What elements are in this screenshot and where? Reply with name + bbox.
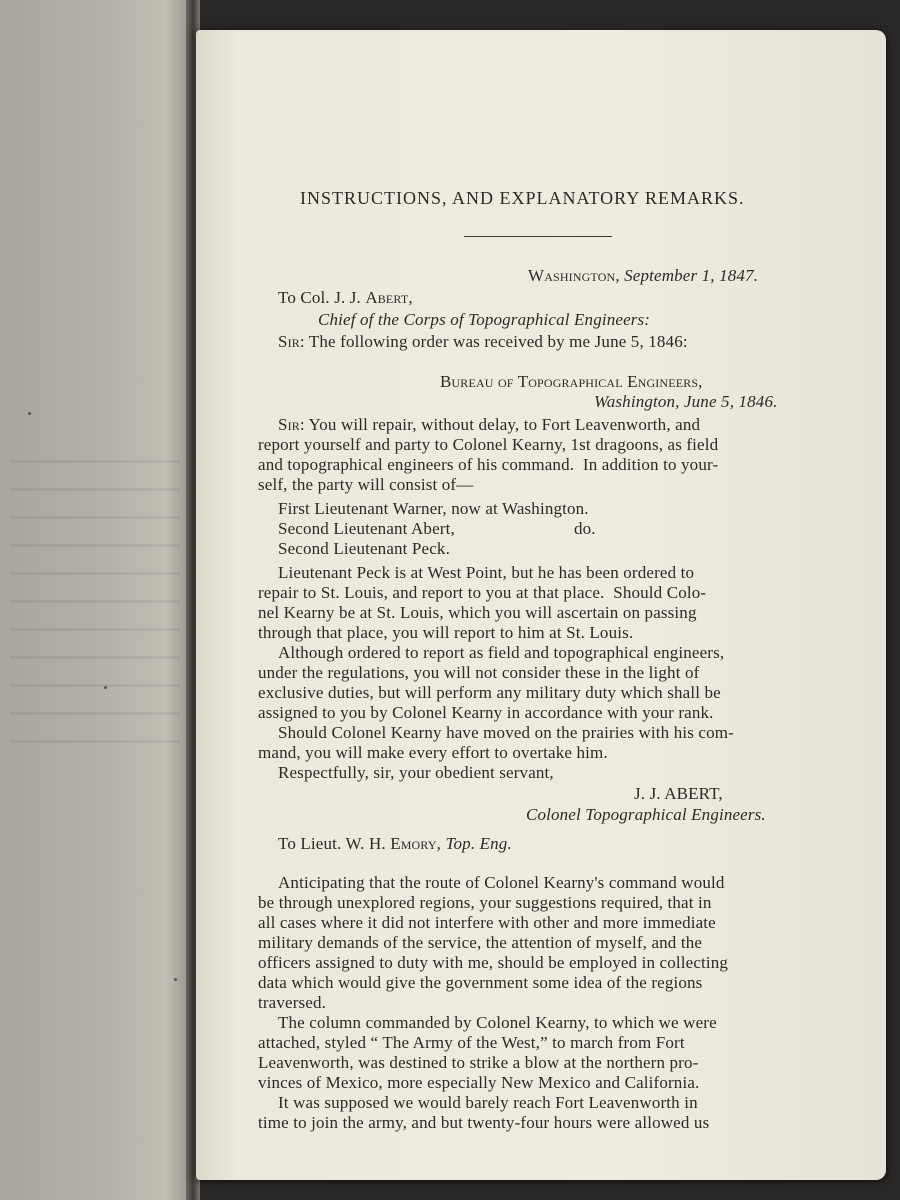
body-p2-line-4: vinces of Mexico, more especially New Mexico and California. bbox=[258, 1073, 700, 1092]
letter-intro-text: The following order was received by me June 5, 1846: bbox=[304, 332, 688, 351]
left-page-speck bbox=[104, 686, 107, 689]
party-member-2: Second Lieutenant Abert, bbox=[278, 519, 455, 538]
party-member-1: First Lieutenant Warner, now at Washington. bbox=[278, 499, 589, 518]
order-signer-title: Colonel Topographical Engineers. bbox=[526, 805, 766, 824]
order-p3-line-4: assigned to you by Colonel Kearny in accordance with your rank. bbox=[258, 703, 714, 722]
order-p2-line-4: through that place, you will report to him at St. Louis. bbox=[258, 623, 634, 642]
letter-recipient-title: Chief of the Corps of Topographical Engineers: bbox=[318, 310, 651, 329]
body-p1-line-4: military demands of the service, the attention of myself, and the bbox=[258, 933, 703, 952]
heading-rule bbox=[464, 236, 612, 237]
party-member-3: Second Lieutenant Peck. bbox=[278, 539, 450, 558]
letter-recipient bbox=[278, 288, 413, 308]
order-p2-line-3: nel Kearny be at St. Louis, which you will ascertain on passing bbox=[258, 603, 697, 622]
order-salutation: Sir: bbox=[278, 415, 305, 434]
bleed-through-text bbox=[10, 460, 180, 760]
body-p1-line-6: data which would give the government some idea of the regions bbox=[258, 973, 703, 992]
dateline-date: September 1, 1847. bbox=[624, 266, 759, 285]
body-p2-line-2: attached, styled “ The Army of the West,” to march from Fort bbox=[258, 1033, 685, 1052]
body-p1-line-7: traversed. bbox=[258, 993, 327, 1012]
order-p3-line-3: exclusive duties, but will perform any military duty which shall be bbox=[258, 683, 721, 702]
addressee-prefix: To Lieut. W. H. bbox=[278, 834, 391, 853]
order-p1-line-1: Sir: You will repair, without delay, to Fort Leavenworth, and bbox=[278, 415, 701, 434]
order-p2-line-1: Lieutenant Peck is at West Point, but he has been ordered to bbox=[278, 563, 695, 582]
order-place-date: Washington, June 5, 1846. bbox=[594, 392, 778, 411]
addressee-name: Emory, bbox=[390, 834, 442, 853]
letter-salutation: Sir: bbox=[278, 332, 305, 351]
left-page-speck bbox=[28, 412, 31, 415]
right-page bbox=[196, 30, 886, 1180]
order-p3-line-1: Although ordered to report as field and topographical engineers, bbox=[278, 643, 725, 662]
page-heading: INSTRUCTIONS, AND EXPLANATORY REMARKS. bbox=[300, 188, 745, 208]
body-p1-line-5: officers assigned to duty with me, should be employed in collecting bbox=[258, 953, 729, 972]
body-p1-line-2: be through unexplored regions, your suggestions required, that in bbox=[258, 893, 712, 912]
order-p1-line-2: report yourself and party to Colonel Kearny, 1st dragoons, as field bbox=[258, 435, 719, 454]
order-p2-line-2: repair to St. Louis, and report to you at that place. Should Colo- bbox=[258, 583, 707, 602]
order-addressee bbox=[278, 834, 512, 854]
body-p2-line-1: The column commanded by Colonel Kearny, to which we were bbox=[278, 1013, 717, 1032]
letter-dateline bbox=[528, 266, 758, 286]
order-p4-line-2: mand, you will make every effort to overtake him. bbox=[258, 743, 608, 762]
order-p1-line-4: self, the party will consist of— bbox=[258, 475, 474, 494]
body-p3-line-2: time to join the army, and but twenty-four hours were allowed us bbox=[258, 1113, 710, 1132]
order-p4-line-1: Should Colonel Kearny have moved on the prairies with his com- bbox=[278, 723, 734, 742]
body-p1-line-3: all cases where it did not interfere with other and more immediate bbox=[258, 913, 716, 932]
body-p3-line-1: It was supposed we would barely reach Fort Leavenworth in bbox=[278, 1093, 698, 1112]
left-page bbox=[0, 0, 195, 1200]
body-p1-line-1: Anticipating that the route of Colonel Kearny's command would bbox=[278, 873, 725, 892]
dateline-place: Washington, bbox=[528, 266, 620, 285]
page-text bbox=[196, 30, 886, 1180]
letter-intro bbox=[278, 332, 688, 352]
recipient-name: Abert, bbox=[365, 288, 413, 307]
order-bureau: Bureau of Topographical Engineers, bbox=[440, 372, 703, 391]
left-page-speck bbox=[174, 978, 177, 981]
party-ditto: do. bbox=[574, 519, 596, 538]
order-closing: Respectfully, sir, your obedient servant, bbox=[278, 763, 554, 782]
order-signer: J. J. ABERT, bbox=[634, 784, 723, 803]
order-p1-line-3: and topographical engineers of his command. In addition to your- bbox=[258, 455, 719, 474]
order-p3-line-2: under the regulations, you will not consider these in the light of bbox=[258, 663, 700, 682]
addressee-suffix: Top. Eng. bbox=[441, 834, 512, 853]
recipient-prefix: To Col. J. J. bbox=[278, 288, 366, 307]
body-p2-line-3: Leavenworth, was destined to strike a blow at the northern pro- bbox=[258, 1053, 699, 1072]
